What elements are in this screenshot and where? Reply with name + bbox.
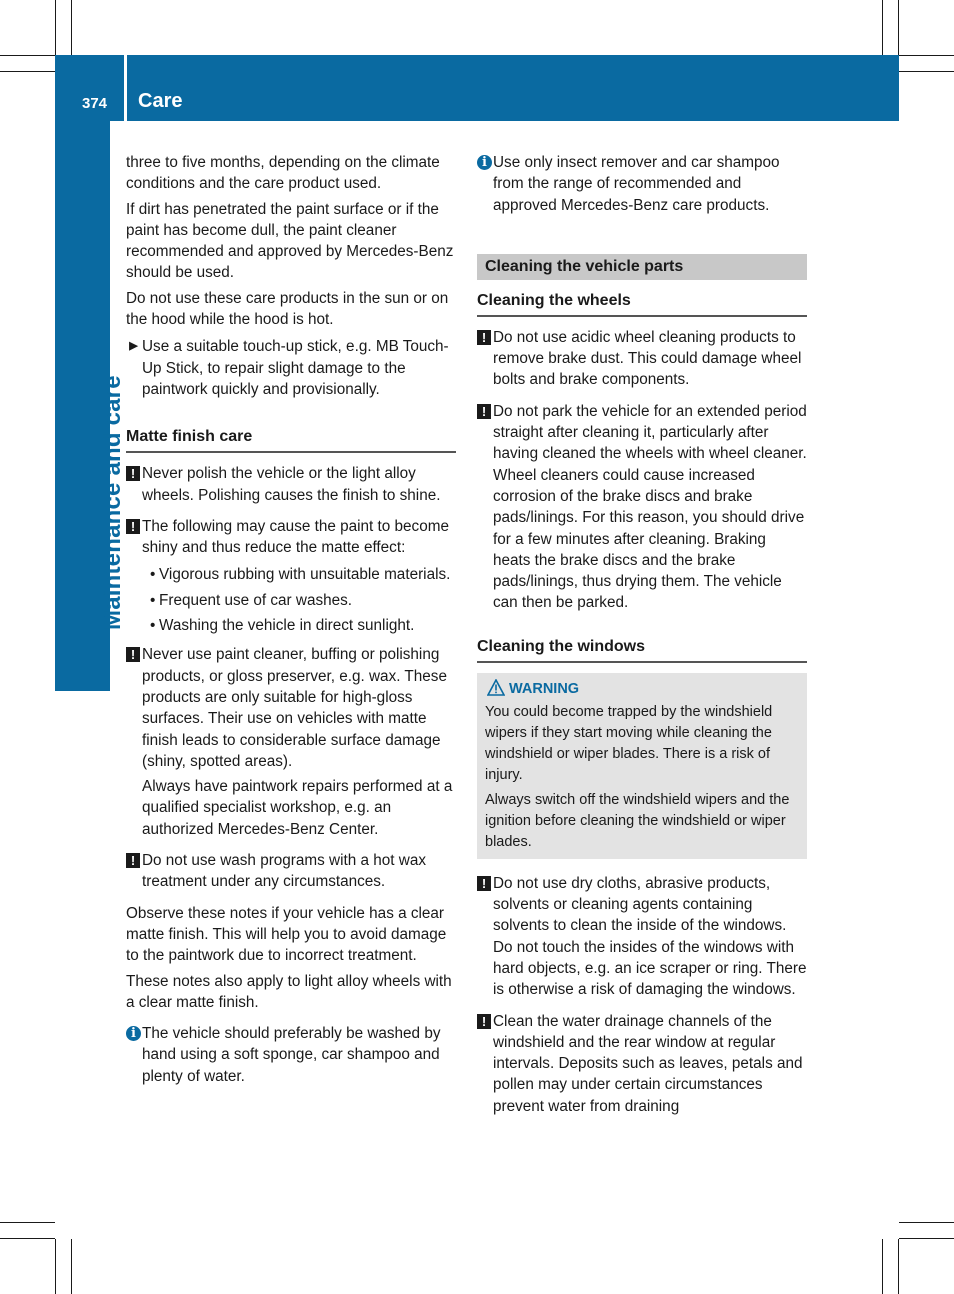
caution-text: Do not park the vehicle for an extended period straight after cleaning it, particularly after having cleaned the wheels with wheel cleaner. Wheel cleaners could cause increased corrosion of the brake discs and brake pads/linings. For this reason, you should drive for a few minutes after cleaning. Braking heats the brake discs and the brake pads/linings, thus drying them. The vehicle can then be parked. — [493, 402, 807, 612]
exclamation-icon: ! — [477, 330, 491, 345]
warning-header — [485, 679, 799, 700]
crop-mark — [898, 0, 899, 55]
crop-mark — [0, 55, 55, 56]
caution-text: Do not use dry cloths, abrasive products, solvents or cleaning agents containing solvents to clean the inside of the windows. Do not touch the insides of the windows with hard objects, e.g. an ice scraper or ring. There is otherwise a risk of damaging the windows. — [493, 874, 807, 999]
warning-label: WARNING — [509, 680, 580, 697]
bullet-list — [126, 564, 456, 636]
caution-note — [126, 644, 456, 772]
crop-mark — [882, 1239, 883, 1294]
crop-mark — [55, 0, 56, 55]
caution-text: The following may cause the paint to become shiny and thus reduce the matte effect: — [142, 517, 449, 557]
caution-text: Do not use wash programs with a hot wax treatment under any circumstances. — [142, 852, 426, 891]
crop-mark — [71, 1239, 72, 1294]
caution-note — [126, 850, 456, 893]
heading-matte-finish: Matte finish care — [126, 426, 456, 453]
crop-mark — [882, 0, 883, 55]
caution-text: Never use paint cleaner, buffing or polishing products, or gloss preserver, e.g. wax. These products are only suitable for high-gloss surfaces. Their use on vehicles with matte finish leads to considerable surface damage (shiny, spotted areas). — [142, 646, 447, 770]
crop-mark — [898, 1239, 899, 1294]
instruction-text: Use a suitable touch-up stick, e.g. MB Touch-Up Stick, to repair slight damage to the paintwork quickly and provisionally. — [142, 338, 449, 398]
warning-text: You could become trapped by the windshield wipers if they start moving while cleaning the windshield or wiper blades. There is a risk of injury. — [485, 703, 773, 783]
info-note — [477, 152, 807, 216]
crop-mark — [0, 71, 55, 72]
caution-text: Clean the water drainage channels of the windshield and the rear window at regular intervals. Deposits such as leaves, petals and pollen may under certain circumstances prevent water from draining — [493, 1012, 803, 1115]
exclamation-icon: ! — [126, 519, 140, 534]
page-number: 374 — [82, 95, 108, 112]
heading-cleaning-windows: Cleaning the windows — [477, 636, 807, 663]
crop-mark — [899, 1238, 954, 1239]
exclamation-icon: ! — [126, 466, 140, 481]
instruction-step — [126, 336, 456, 400]
warning-triangle-icon — [487, 679, 505, 696]
caution-note — [477, 873, 807, 1001]
crop-mark — [899, 71, 954, 72]
caution-text: Never polish the vehicle or the light alloy wheels. Polishing causes the finish to shine. — [142, 465, 441, 504]
paragraph: These notes also apply to light alloy wheels with a clear matte finish. — [126, 972, 452, 1011]
right-column — [477, 152, 807, 1127]
info-icon: i — [126, 1026, 141, 1041]
chapter-label: Maintenance and care — [99, 375, 126, 630]
caution-note — [126, 516, 456, 559]
exclamation-icon: ! — [477, 876, 491, 891]
crop-mark — [0, 1222, 55, 1223]
exclamation-icon: ! — [477, 1014, 491, 1029]
paragraph: three to five months, depending on the climate conditions and the care product used. — [126, 154, 440, 193]
list-item: • Vigorous rubbing with unsuitable materials. — [159, 564, 456, 585]
heading-cleaning-wheels: Cleaning the wheels — [477, 290, 807, 317]
exclamation-icon: ! — [477, 404, 491, 419]
warning-text: Always switch off the windshield wipers and the ignition before cleaning the windshield or wiper blades. — [485, 791, 790, 850]
info-note — [126, 1023, 456, 1087]
exclamation-icon: ! — [126, 853, 140, 868]
header-divider — [124, 55, 127, 121]
list-item: • Frequent use of car washes. — [159, 590, 456, 611]
section-title: Care — [138, 90, 183, 112]
exclamation-icon: ! — [126, 647, 140, 662]
arrow-right-icon: ▶ — [129, 340, 138, 353]
crop-mark — [899, 55, 954, 56]
paragraph: If dirt has penetrated the paint surface or if the paint has become dull, the paint cleaner recommended and approved by Mercedes-Benz should be used. — [126, 200, 454, 282]
info-icon: i — [477, 155, 492, 170]
section-bar: Cleaning the vehicle parts — [477, 254, 807, 280]
crop-mark — [0, 1238, 55, 1239]
left-column — [126, 152, 456, 1097]
crop-mark — [71, 0, 72, 55]
info-text: The vehicle should preferably be washed by hand using a soft sponge, car shampoo and plenty of water. — [142, 1025, 441, 1085]
paragraph: Observe these notes if your vehicle has a clear matte finish. This will help you to avoid damage to the paintwork due to incorrect treatment. — [126, 904, 447, 965]
caution-text: Always have paintwork repairs performed at a qualified specialist workshop, e.g. an authorized Mercedes-Benz Center. — [142, 778, 453, 838]
paragraph: Do not use these care products in the sun or on the hood while the hood is hot. — [126, 289, 449, 329]
info-text: Use only insect remover and car shampoo from the range of recommended and approved Mercedes-Benz care products. — [493, 154, 780, 214]
crop-mark — [899, 1222, 954, 1223]
list-item: • Washing the vehicle in direct sunlight. — [159, 615, 456, 636]
warning-box — [477, 673, 807, 859]
caution-note — [477, 1011, 807, 1117]
caution-note — [477, 401, 807, 614]
crop-mark — [55, 1239, 56, 1294]
caution-note — [126, 463, 456, 506]
caution-note-continued — [126, 776, 456, 840]
caution-text: Do not use acidic wheel cleaning products to remove brake dust. This could damage wheel bolts and brake components. — [493, 328, 802, 389]
caution-note — [477, 327, 807, 391]
